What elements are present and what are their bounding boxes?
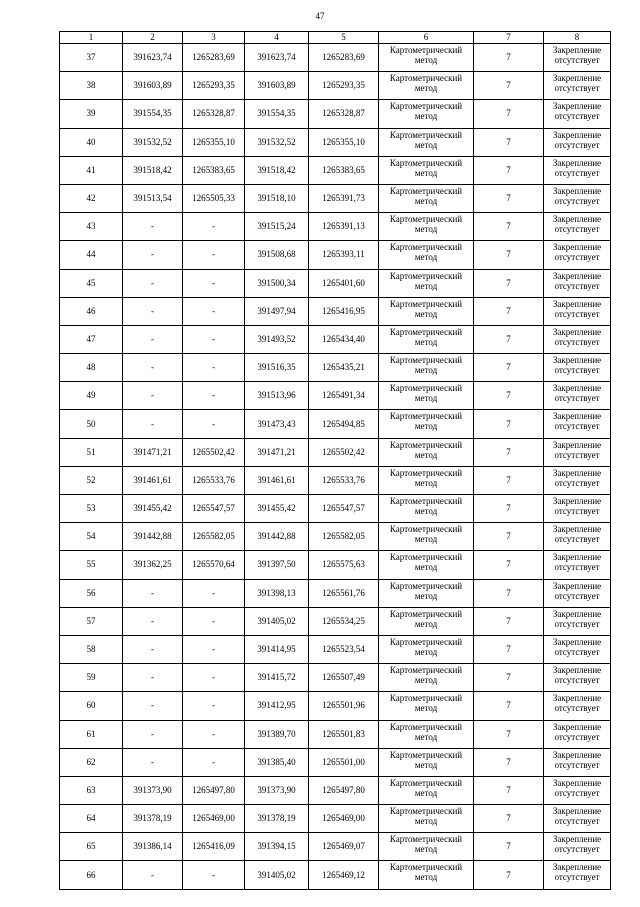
fixing-cell: Закрепление отсутствует bbox=[544, 635, 611, 663]
table-row bbox=[60, 269, 611, 297]
accuracy-cell: 7 bbox=[474, 551, 544, 579]
x-refined-cell: 391532,52 bbox=[245, 128, 309, 156]
x-existing-cell: - bbox=[123, 241, 183, 269]
fixing-cell: Закрепление отсутствует bbox=[544, 44, 611, 72]
fixing-cell: Закрепление отсутствует bbox=[544, 100, 611, 128]
x-refined-cell: 391515,24 bbox=[245, 213, 309, 241]
y-refined-cell: 1265391,73 bbox=[309, 184, 379, 212]
column-header: 6 bbox=[379, 32, 474, 44]
method-cell: Картометрический метод bbox=[379, 523, 474, 551]
x-existing-cell: 391471,21 bbox=[123, 438, 183, 466]
fixing-cell: Закрепление отсутствует bbox=[544, 805, 611, 833]
x-refined-cell: 391405,02 bbox=[245, 861, 309, 889]
fixing-cell: Закрепление отсутствует bbox=[544, 128, 611, 156]
accuracy-cell: 7 bbox=[474, 241, 544, 269]
x-existing-cell: - bbox=[123, 720, 183, 748]
y-existing-cell: 1265547,57 bbox=[183, 495, 245, 523]
method-cell: Картометрический метод bbox=[379, 156, 474, 184]
point-number-cell: 62 bbox=[60, 748, 123, 776]
fixing-cell: Закрепление отсутствует bbox=[544, 184, 611, 212]
x-refined-cell: 391497,94 bbox=[245, 297, 309, 325]
y-existing-cell: - bbox=[183, 748, 245, 776]
table-row bbox=[60, 607, 611, 635]
accuracy-cell: 7 bbox=[474, 495, 544, 523]
y-existing-cell: - bbox=[183, 635, 245, 663]
y-existing-cell: - bbox=[183, 664, 245, 692]
y-existing-cell: 1265416,09 bbox=[183, 833, 245, 861]
y-existing-cell: - bbox=[183, 354, 245, 382]
accuracy-cell: 7 bbox=[474, 184, 544, 212]
table-row bbox=[60, 861, 611, 889]
accuracy-cell: 7 bbox=[474, 776, 544, 804]
point-number-cell: 63 bbox=[60, 776, 123, 804]
point-number-cell: 65 bbox=[60, 833, 123, 861]
table-row bbox=[60, 100, 611, 128]
fixing-cell: Закрепление отсутствует bbox=[544, 72, 611, 100]
fixing-cell: Закрепление отсутствует bbox=[544, 720, 611, 748]
x-existing-cell: - bbox=[123, 269, 183, 297]
x-existing-cell: - bbox=[123, 213, 183, 241]
y-existing-cell: - bbox=[183, 382, 245, 410]
point-number-cell: 40 bbox=[60, 128, 123, 156]
table-row bbox=[60, 354, 611, 382]
method-cell: Картометрический метод bbox=[379, 325, 474, 353]
fixing-cell: Закрепление отсутствует bbox=[544, 748, 611, 776]
y-refined-cell: 1265283,69 bbox=[309, 44, 379, 72]
accuracy-cell: 7 bbox=[474, 833, 544, 861]
y-existing-cell: - bbox=[183, 213, 245, 241]
accuracy-cell: 7 bbox=[474, 466, 544, 494]
table-row bbox=[60, 776, 611, 804]
y-existing-cell: 1265383,65 bbox=[183, 156, 245, 184]
accuracy-cell: 7 bbox=[474, 607, 544, 635]
accuracy-cell: 7 bbox=[474, 354, 544, 382]
table-row bbox=[60, 297, 611, 325]
point-number-cell: 44 bbox=[60, 241, 123, 269]
y-refined-cell: 1265501,96 bbox=[309, 692, 379, 720]
method-cell: Картометрический метод bbox=[379, 100, 474, 128]
method-cell: Картометрический метод bbox=[379, 833, 474, 861]
x-refined-cell: 391414,95 bbox=[245, 635, 309, 663]
table-row bbox=[60, 495, 611, 523]
x-existing-cell: 391623,74 bbox=[123, 44, 183, 72]
point-number-cell: 64 bbox=[60, 805, 123, 833]
y-existing-cell: 1265293,35 bbox=[183, 72, 245, 100]
y-refined-cell: 1265435,21 bbox=[309, 354, 379, 382]
y-existing-cell: 1265355,10 bbox=[183, 128, 245, 156]
accuracy-cell: 7 bbox=[474, 692, 544, 720]
point-number-cell: 53 bbox=[60, 495, 123, 523]
fixing-cell: Закрепление отсутствует bbox=[544, 213, 611, 241]
fixing-cell: Закрепление отсутствует bbox=[544, 354, 611, 382]
table-row bbox=[60, 382, 611, 410]
y-refined-cell: 1265416,95 bbox=[309, 297, 379, 325]
y-refined-cell: 1265383,65 bbox=[309, 156, 379, 184]
x-refined-cell: 391508,68 bbox=[245, 241, 309, 269]
y-refined-cell: 1265534,25 bbox=[309, 607, 379, 635]
fixing-cell: Закрепление отсутствует bbox=[544, 664, 611, 692]
y-existing-cell: 1265533,76 bbox=[183, 466, 245, 494]
table-row bbox=[60, 748, 611, 776]
y-refined-cell: 1265547,57 bbox=[309, 495, 379, 523]
table-row bbox=[60, 551, 611, 579]
y-existing-cell: 1265469,00 bbox=[183, 805, 245, 833]
x-refined-cell: 391442,88 bbox=[245, 523, 309, 551]
x-refined-cell: 391389,70 bbox=[245, 720, 309, 748]
table-row bbox=[60, 156, 611, 184]
method-cell: Картометрический метод bbox=[379, 579, 474, 607]
table-row bbox=[60, 692, 611, 720]
y-existing-cell: 1265328,87 bbox=[183, 100, 245, 128]
x-refined-cell: 391385,40 bbox=[245, 748, 309, 776]
table-row bbox=[60, 410, 611, 438]
table-row bbox=[60, 523, 611, 551]
y-refined-cell: 1265497,80 bbox=[309, 776, 379, 804]
x-refined-cell: 391493,52 bbox=[245, 325, 309, 353]
method-cell: Картометрический метод bbox=[379, 128, 474, 156]
x-existing-cell: - bbox=[123, 748, 183, 776]
accuracy-cell: 7 bbox=[474, 100, 544, 128]
table-row bbox=[60, 720, 611, 748]
fixing-cell: Закрепление отсутствует bbox=[544, 607, 611, 635]
point-number-cell: 48 bbox=[60, 354, 123, 382]
method-cell: Картометрический метод bbox=[379, 607, 474, 635]
x-existing-cell: - bbox=[123, 579, 183, 607]
x-refined-cell: 391500,34 bbox=[245, 269, 309, 297]
fixing-cell: Закрепление отсутствует bbox=[544, 523, 611, 551]
y-refined-cell: 1265469,00 bbox=[309, 805, 379, 833]
fixing-cell: Закрепление отсутствует bbox=[544, 495, 611, 523]
accuracy-cell: 7 bbox=[474, 805, 544, 833]
x-refined-cell: 391518,10 bbox=[245, 184, 309, 212]
point-number-cell: 49 bbox=[60, 382, 123, 410]
x-refined-cell: 391415,72 bbox=[245, 664, 309, 692]
table-row bbox=[60, 325, 611, 353]
table-row bbox=[60, 635, 611, 663]
accuracy-cell: 7 bbox=[474, 382, 544, 410]
x-existing-cell: - bbox=[123, 382, 183, 410]
accuracy-cell: 7 bbox=[474, 325, 544, 353]
method-cell: Картометрический метод bbox=[379, 297, 474, 325]
method-cell: Картометрический метод bbox=[379, 438, 474, 466]
x-refined-cell: 391397,50 bbox=[245, 551, 309, 579]
accuracy-cell: 7 bbox=[474, 156, 544, 184]
method-cell: Картометрический метод bbox=[379, 692, 474, 720]
y-existing-cell: 1265505,33 bbox=[183, 184, 245, 212]
accuracy-cell: 7 bbox=[474, 861, 544, 889]
fixing-cell: Закрепление отсутствует bbox=[544, 241, 611, 269]
fixing-cell: Закрепление отсутствует bbox=[544, 692, 611, 720]
accuracy-cell: 7 bbox=[474, 72, 544, 100]
y-existing-cell: - bbox=[183, 325, 245, 353]
x-existing-cell: 391442,88 bbox=[123, 523, 183, 551]
method-cell: Картометрический метод bbox=[379, 241, 474, 269]
y-refined-cell: 1265582,05 bbox=[309, 523, 379, 551]
point-number-cell: 57 bbox=[60, 607, 123, 635]
point-number-cell: 46 bbox=[60, 297, 123, 325]
table-row bbox=[60, 72, 611, 100]
fixing-cell: Закрепление отсутствует bbox=[544, 297, 611, 325]
accuracy-cell: 7 bbox=[474, 213, 544, 241]
accuracy-cell: 7 bbox=[474, 664, 544, 692]
y-existing-cell: - bbox=[183, 410, 245, 438]
y-existing-cell: - bbox=[183, 861, 245, 889]
table-row bbox=[60, 241, 611, 269]
fixing-cell: Закрепление отсутствует bbox=[544, 410, 611, 438]
method-cell: Картометрический метод bbox=[379, 269, 474, 297]
y-refined-cell: 1265393,11 bbox=[309, 241, 379, 269]
y-refined-cell: 1265523,54 bbox=[309, 635, 379, 663]
x-existing-cell: 391461,61 bbox=[123, 466, 183, 494]
point-number-cell: 58 bbox=[60, 635, 123, 663]
y-existing-cell: - bbox=[183, 692, 245, 720]
point-number-cell: 43 bbox=[60, 213, 123, 241]
x-existing-cell: 391603,89 bbox=[123, 72, 183, 100]
x-refined-cell: 391603,89 bbox=[245, 72, 309, 100]
x-existing-cell: - bbox=[123, 325, 183, 353]
x-refined-cell: 391398,13 bbox=[245, 579, 309, 607]
y-existing-cell: - bbox=[183, 579, 245, 607]
x-existing-cell: 391518,42 bbox=[123, 156, 183, 184]
y-refined-cell: 1265469,12 bbox=[309, 861, 379, 889]
y-refined-cell: 1265434,40 bbox=[309, 325, 379, 353]
x-refined-cell: 391394,15 bbox=[245, 833, 309, 861]
table-row bbox=[60, 466, 611, 494]
x-refined-cell: 391373,90 bbox=[245, 776, 309, 804]
y-existing-cell: 1265570,64 bbox=[183, 551, 245, 579]
point-number-cell: 56 bbox=[60, 579, 123, 607]
point-number-cell: 50 bbox=[60, 410, 123, 438]
method-cell: Картометрический метод bbox=[379, 720, 474, 748]
table-row bbox=[60, 579, 611, 607]
point-number-cell: 37 bbox=[60, 44, 123, 72]
table-row bbox=[60, 833, 611, 861]
fixing-cell: Закрепление отсутствует bbox=[544, 861, 611, 889]
x-existing-cell: - bbox=[123, 664, 183, 692]
column-header: 1 bbox=[60, 32, 123, 44]
fixing-cell: Закрепление отсутствует bbox=[544, 833, 611, 861]
table-row bbox=[60, 438, 611, 466]
method-cell: Картометрический метод bbox=[379, 72, 474, 100]
accuracy-cell: 7 bbox=[474, 579, 544, 607]
method-cell: Картометрический метод bbox=[379, 635, 474, 663]
x-existing-cell: - bbox=[123, 861, 183, 889]
method-cell: Картометрический метод bbox=[379, 805, 474, 833]
point-number-cell: 61 bbox=[60, 720, 123, 748]
accuracy-cell: 7 bbox=[474, 128, 544, 156]
x-refined-cell: 391513,96 bbox=[245, 382, 309, 410]
method-cell: Картометрический метод bbox=[379, 551, 474, 579]
x-existing-cell: 391513,54 bbox=[123, 184, 183, 212]
x-existing-cell: 391378,19 bbox=[123, 805, 183, 833]
x-existing-cell: 391455,42 bbox=[123, 495, 183, 523]
fixing-cell: Закрепление отсутствует bbox=[544, 382, 611, 410]
x-refined-cell: 391471,21 bbox=[245, 438, 309, 466]
method-cell: Картометрический метод bbox=[379, 776, 474, 804]
column-header: 8 bbox=[544, 32, 611, 44]
table-row bbox=[60, 805, 611, 833]
table-row bbox=[60, 44, 611, 72]
y-existing-cell: 1265283,69 bbox=[183, 44, 245, 72]
y-existing-cell: - bbox=[183, 241, 245, 269]
point-number-cell: 47 bbox=[60, 325, 123, 353]
x-existing-cell: - bbox=[123, 635, 183, 663]
y-refined-cell: 1265469,07 bbox=[309, 833, 379, 861]
table-row bbox=[60, 128, 611, 156]
column-header: 4 bbox=[245, 32, 309, 44]
fixing-cell: Закрепление отсутствует bbox=[544, 579, 611, 607]
point-number-cell: 54 bbox=[60, 523, 123, 551]
y-refined-cell: 1265355,10 bbox=[309, 128, 379, 156]
x-existing-cell: 391373,90 bbox=[123, 776, 183, 804]
column-header: 7 bbox=[474, 32, 544, 44]
point-number-cell: 45 bbox=[60, 269, 123, 297]
x-refined-cell: 391516,35 bbox=[245, 354, 309, 382]
x-existing-cell: - bbox=[123, 607, 183, 635]
y-existing-cell: 1265497,80 bbox=[183, 776, 245, 804]
x-existing-cell: - bbox=[123, 410, 183, 438]
point-number-cell: 38 bbox=[60, 72, 123, 100]
accuracy-cell: 7 bbox=[474, 523, 544, 551]
point-number-cell: 41 bbox=[60, 156, 123, 184]
table-header-row bbox=[60, 32, 611, 44]
point-number-cell: 59 bbox=[60, 664, 123, 692]
column-header: 3 bbox=[183, 32, 245, 44]
accuracy-cell: 7 bbox=[474, 720, 544, 748]
point-number-cell: 52 bbox=[60, 466, 123, 494]
method-cell: Картометрический метод bbox=[379, 664, 474, 692]
method-cell: Картометрический метод bbox=[379, 184, 474, 212]
fixing-cell: Закрепление отсутствует bbox=[544, 269, 611, 297]
method-cell: Картометрический метод bbox=[379, 495, 474, 523]
x-refined-cell: 391461,61 bbox=[245, 466, 309, 494]
fixing-cell: Закрепление отсутствует bbox=[544, 156, 611, 184]
y-existing-cell: - bbox=[183, 720, 245, 748]
method-cell: Картометрический метод bbox=[379, 354, 474, 382]
x-existing-cell: - bbox=[123, 354, 183, 382]
accuracy-cell: 7 bbox=[474, 44, 544, 72]
x-existing-cell: 391554,35 bbox=[123, 100, 183, 128]
y-refined-cell: 1265507,49 bbox=[309, 664, 379, 692]
y-existing-cell: - bbox=[183, 297, 245, 325]
point-number-cell: 55 bbox=[60, 551, 123, 579]
x-refined-cell: 391518,42 bbox=[245, 156, 309, 184]
x-refined-cell: 391473,43 bbox=[245, 410, 309, 438]
y-existing-cell: 1265582,05 bbox=[183, 523, 245, 551]
x-refined-cell: 391378,19 bbox=[245, 805, 309, 833]
accuracy-cell: 7 bbox=[474, 297, 544, 325]
method-cell: Картометрический метод bbox=[379, 466, 474, 494]
y-refined-cell: 1265502,42 bbox=[309, 438, 379, 466]
y-refined-cell: 1265491,34 bbox=[309, 382, 379, 410]
point-number-cell: 42 bbox=[60, 184, 123, 212]
point-number-cell: 60 bbox=[60, 692, 123, 720]
point-number-cell: 66 bbox=[60, 861, 123, 889]
x-existing-cell: 391386,14 bbox=[123, 833, 183, 861]
y-refined-cell: 1265533,76 bbox=[309, 466, 379, 494]
y-refined-cell: 1265501,00 bbox=[309, 748, 379, 776]
accuracy-cell: 7 bbox=[474, 269, 544, 297]
y-refined-cell: 1265501,83 bbox=[309, 720, 379, 748]
method-cell: Картометрический метод bbox=[379, 861, 474, 889]
column-header: 2 bbox=[123, 32, 183, 44]
y-refined-cell: 1265391,13 bbox=[309, 213, 379, 241]
method-cell: Картометрический метод bbox=[379, 410, 474, 438]
y-refined-cell: 1265401,60 bbox=[309, 269, 379, 297]
x-refined-cell: 391405,02 bbox=[245, 607, 309, 635]
fixing-cell: Закрепление отсутствует bbox=[544, 551, 611, 579]
fixing-cell: Закрепление отсутствует bbox=[544, 325, 611, 353]
method-cell: Картометрический метод bbox=[379, 748, 474, 776]
table-row bbox=[60, 184, 611, 212]
y-existing-cell: - bbox=[183, 607, 245, 635]
y-refined-cell: 1265494,85 bbox=[309, 410, 379, 438]
accuracy-cell: 7 bbox=[474, 748, 544, 776]
x-refined-cell: 391554,35 bbox=[245, 100, 309, 128]
y-refined-cell: 1265293,35 bbox=[309, 72, 379, 100]
x-existing-cell: - bbox=[123, 297, 183, 325]
table-row bbox=[60, 213, 611, 241]
y-existing-cell: - bbox=[183, 269, 245, 297]
accuracy-cell: 7 bbox=[474, 438, 544, 466]
y-existing-cell: 1265502,42 bbox=[183, 438, 245, 466]
point-number-cell: 51 bbox=[60, 438, 123, 466]
x-existing-cell: 391362,25 bbox=[123, 551, 183, 579]
x-refined-cell: 391412,95 bbox=[245, 692, 309, 720]
accuracy-cell: 7 bbox=[474, 410, 544, 438]
column-header: 5 bbox=[309, 32, 379, 44]
x-existing-cell: - bbox=[123, 692, 183, 720]
point-number-cell: 39 bbox=[60, 100, 123, 128]
table-row bbox=[60, 664, 611, 692]
method-cell: Картометрический метод bbox=[379, 382, 474, 410]
y-refined-cell: 1265561,76 bbox=[309, 579, 379, 607]
y-refined-cell: 1265575,63 bbox=[309, 551, 379, 579]
fixing-cell: Закрепление отсутствует bbox=[544, 466, 611, 494]
fixing-cell: Закрепление отсутствует bbox=[544, 776, 611, 804]
coordinates-table bbox=[59, 31, 611, 890]
method-cell: Картометрический метод bbox=[379, 44, 474, 72]
accuracy-cell: 7 bbox=[474, 635, 544, 663]
page-number: 47 bbox=[315, 11, 325, 21]
x-refined-cell: 391455,42 bbox=[245, 495, 309, 523]
x-existing-cell: 391532,52 bbox=[123, 128, 183, 156]
x-refined-cell: 391623,74 bbox=[245, 44, 309, 72]
y-refined-cell: 1265328,87 bbox=[309, 100, 379, 128]
fixing-cell: Закрепление отсутствует bbox=[544, 438, 611, 466]
method-cell: Картометрический метод bbox=[379, 213, 474, 241]
